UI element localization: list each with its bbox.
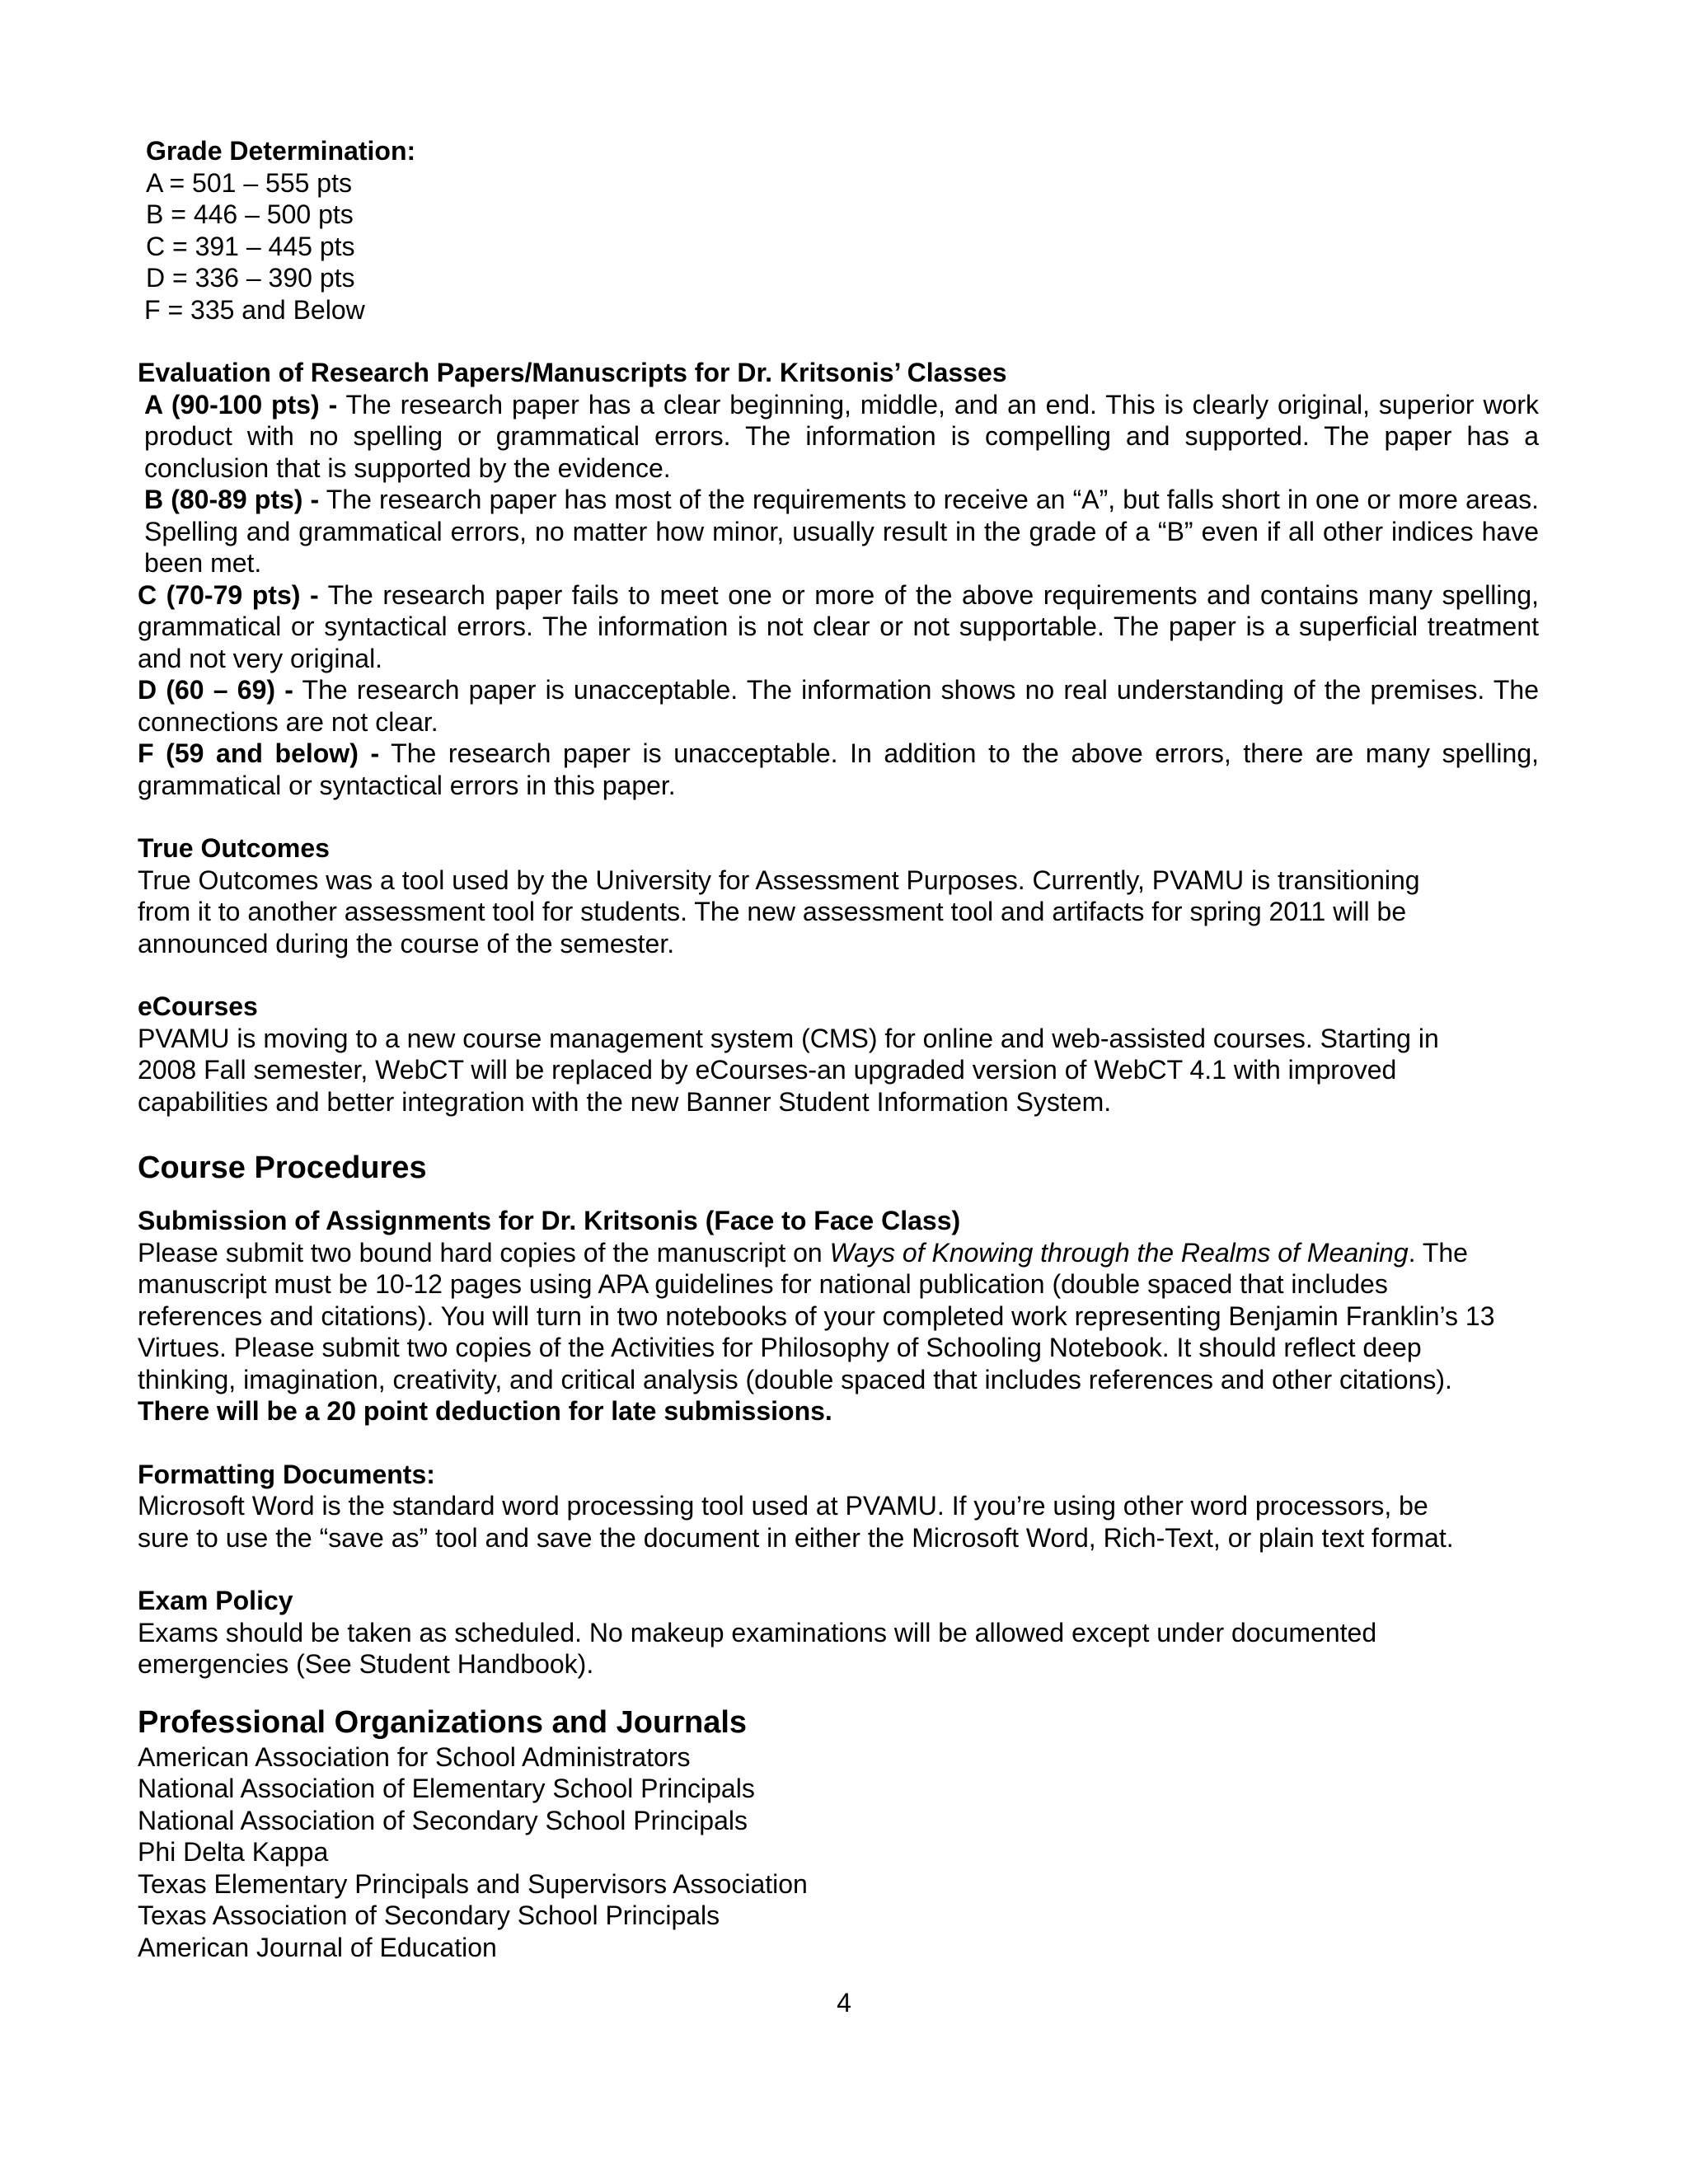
professional-item: Phi Delta Kappa xyxy=(138,1837,329,1867)
submission-subsection xyxy=(138,1205,1539,1427)
exam-policy-line-1: Exams should be taken as scheduled. No makeup examinations will be allowed except under documented xyxy=(138,1617,1377,1647)
ecourses-title: eCourses xyxy=(138,991,258,1021)
exam-policy-line-2: emergencies (See Student Handbook). xyxy=(138,1649,594,1679)
evaluation-text-a: The research paper has a clear beginning, middle, and an end. This is clearly original, superior work product with no spelling or grammatical errors. The information is compelling and supported. The paper has a conclusion that is supported by the evidence. xyxy=(144,389,1540,483)
submission-line-1-after: . The xyxy=(1408,1237,1468,1268)
grade-determination-title: Grade Determination: xyxy=(146,136,416,166)
evaluation-item-c xyxy=(138,579,1539,675)
professional-item: Texas Elementary Principals and Supervisors Association xyxy=(138,1868,808,1899)
course-procedures-section xyxy=(138,1149,1539,1680)
submission-line-1-before: Please submit two bound hard copies of the manuscript on xyxy=(138,1237,830,1268)
submission-line-5: thinking, imagination, creativity, and critical analysis (double spaced that includes references and other citations). xyxy=(138,1364,1452,1394)
evaluation-item-a xyxy=(138,389,1539,485)
evaluation-text-b: The research paper has most of the requirements to receive an “A”, but falls short in one or more areas. Spelling and grammatical errors, no matter how minor, usually result in the grade of a “B” even if all other indices have been met. xyxy=(144,485,1540,578)
exam-policy-subsection xyxy=(138,1585,1539,1680)
grade-line-c: C = 391 – 445 pts xyxy=(146,231,355,261)
evaluation-text-d: The research paper is unacceptable. The information shows no real understanding of the premises. The connections are not clear. xyxy=(138,675,1540,737)
evaluation-item-d xyxy=(138,674,1539,738)
evaluation-section xyxy=(138,357,1539,801)
submission-book-title: Ways of Knowing through the Realms of Meaning xyxy=(829,1237,1409,1268)
professional-item: Texas Association of Secondary School Principals xyxy=(138,1900,720,1930)
professional-item: National Association of Elementary School Principals xyxy=(138,1774,755,1803)
ecourses-section xyxy=(138,991,1539,1118)
evaluation-text-f: The research paper is unacceptable. In addition to the above errors, there are many spelling, grammatical or syntactical errors in this paper. xyxy=(138,738,1540,800)
professional-item: American Journal of Education xyxy=(138,1932,497,1962)
true-outcomes-line-3: announced during the course of the semester. xyxy=(138,928,675,958)
professional-heading: Professional Organizations and Journals xyxy=(138,1704,748,1740)
professional-item: American Association for School Administrators xyxy=(138,1741,691,1772)
late-deduction-notice: There will be a 20 point deduction for late submissions. xyxy=(138,1396,832,1426)
evaluation-label-c: C (70-79 pts) - xyxy=(138,579,319,610)
true-outcomes-section xyxy=(138,832,1539,959)
evaluation-label-d: D (60 – 69) - xyxy=(138,675,293,705)
evaluation-label-b: B (80-89 pts) - xyxy=(144,485,320,514)
formatting-subsection xyxy=(138,1459,1539,1554)
professional-item: National Association of Secondary School Principals xyxy=(138,1805,748,1835)
grade-line-a: A = 501 – 555 pts xyxy=(146,167,352,198)
formatting-line-1: Microsoft Word is the standard word processing tool used at PVAMU. If you’re using other word processors, be xyxy=(138,1491,1428,1521)
evaluation-text-c: The research paper fails to meet one or more of the above requirements and contains many spelling, grammatical or syntactical errors. The information is not clear or not supportable. The paper is a superficial treatment and not very original. xyxy=(138,579,1540,673)
page-number: 4 xyxy=(837,1988,851,2018)
true-outcomes-line-2: from it to another assessment tool for students. The new assessment tool and artifacts for spring 2011 will be xyxy=(138,897,1407,926)
formatting-title: Formatting Documents: xyxy=(138,1459,435,1489)
document-page xyxy=(138,135,1539,1963)
ecourses-line-2: 2008 Fall semester, WebCT will be replaced by eCourses-an upgraded version of WebCT 4.1 with improved xyxy=(138,1055,1397,1085)
submission-line-2: manuscript must be 10-12 pages using APA guidelines for national publication (double spaced that includes xyxy=(138,1269,1388,1299)
exam-policy-title: Exam Policy xyxy=(138,1586,293,1615)
submission-line-3: references and citations). You will turn in two notebooks of your completed work representing Benjamin Franklin’s 13 xyxy=(138,1301,1495,1331)
submission-line-4: Virtues. Please submit two copies of the Activities for Philosophy of Schooling Notebook. It should reflect deep xyxy=(138,1333,1422,1362)
professional-section xyxy=(138,1704,1539,1964)
formatting-line-2: sure to use the “save as” tool and save the document in either the Microsoft Word, Rich-Text, or plain text format. xyxy=(138,1522,1454,1553)
ecourses-line-1: PVAMU is moving to a new course management system (CMS) for online and web-assisted courses. Starting in xyxy=(138,1023,1439,1053)
submission-line-1 xyxy=(138,1237,1539,1269)
submission-title: Submission of Assignments for Dr. Kritsonis (Face to Face Class) xyxy=(138,1206,961,1235)
ecourses-line-3: capabilities and better integration with the new Banner Student Information System. xyxy=(138,1086,1112,1117)
true-outcomes-line-1: True Outcomes was a tool used by the University for Assessment Purposes. Currently, PVAMU is transitioning xyxy=(138,865,1420,895)
true-outcomes-title: True Outcomes xyxy=(138,833,330,863)
evaluation-label-a: A (90-100 pts) - xyxy=(144,389,338,419)
grade-determination-section xyxy=(138,135,1539,326)
evaluation-item-f xyxy=(138,738,1539,801)
grade-line-f: F = 335 and Below xyxy=(144,294,365,325)
grade-line-b: B = 446 – 500 pts xyxy=(146,199,354,229)
grade-line-d: D = 336 – 390 pts xyxy=(146,263,355,293)
evaluation-label-f: F (59 and below) - xyxy=(138,738,380,768)
course-procedures-heading: Course Procedures xyxy=(138,1151,427,1185)
evaluation-title: Evaluation of Research Papers/Manuscripts for Dr. Kritsonis’ Classes xyxy=(138,358,1007,387)
evaluation-item-b xyxy=(138,484,1539,579)
